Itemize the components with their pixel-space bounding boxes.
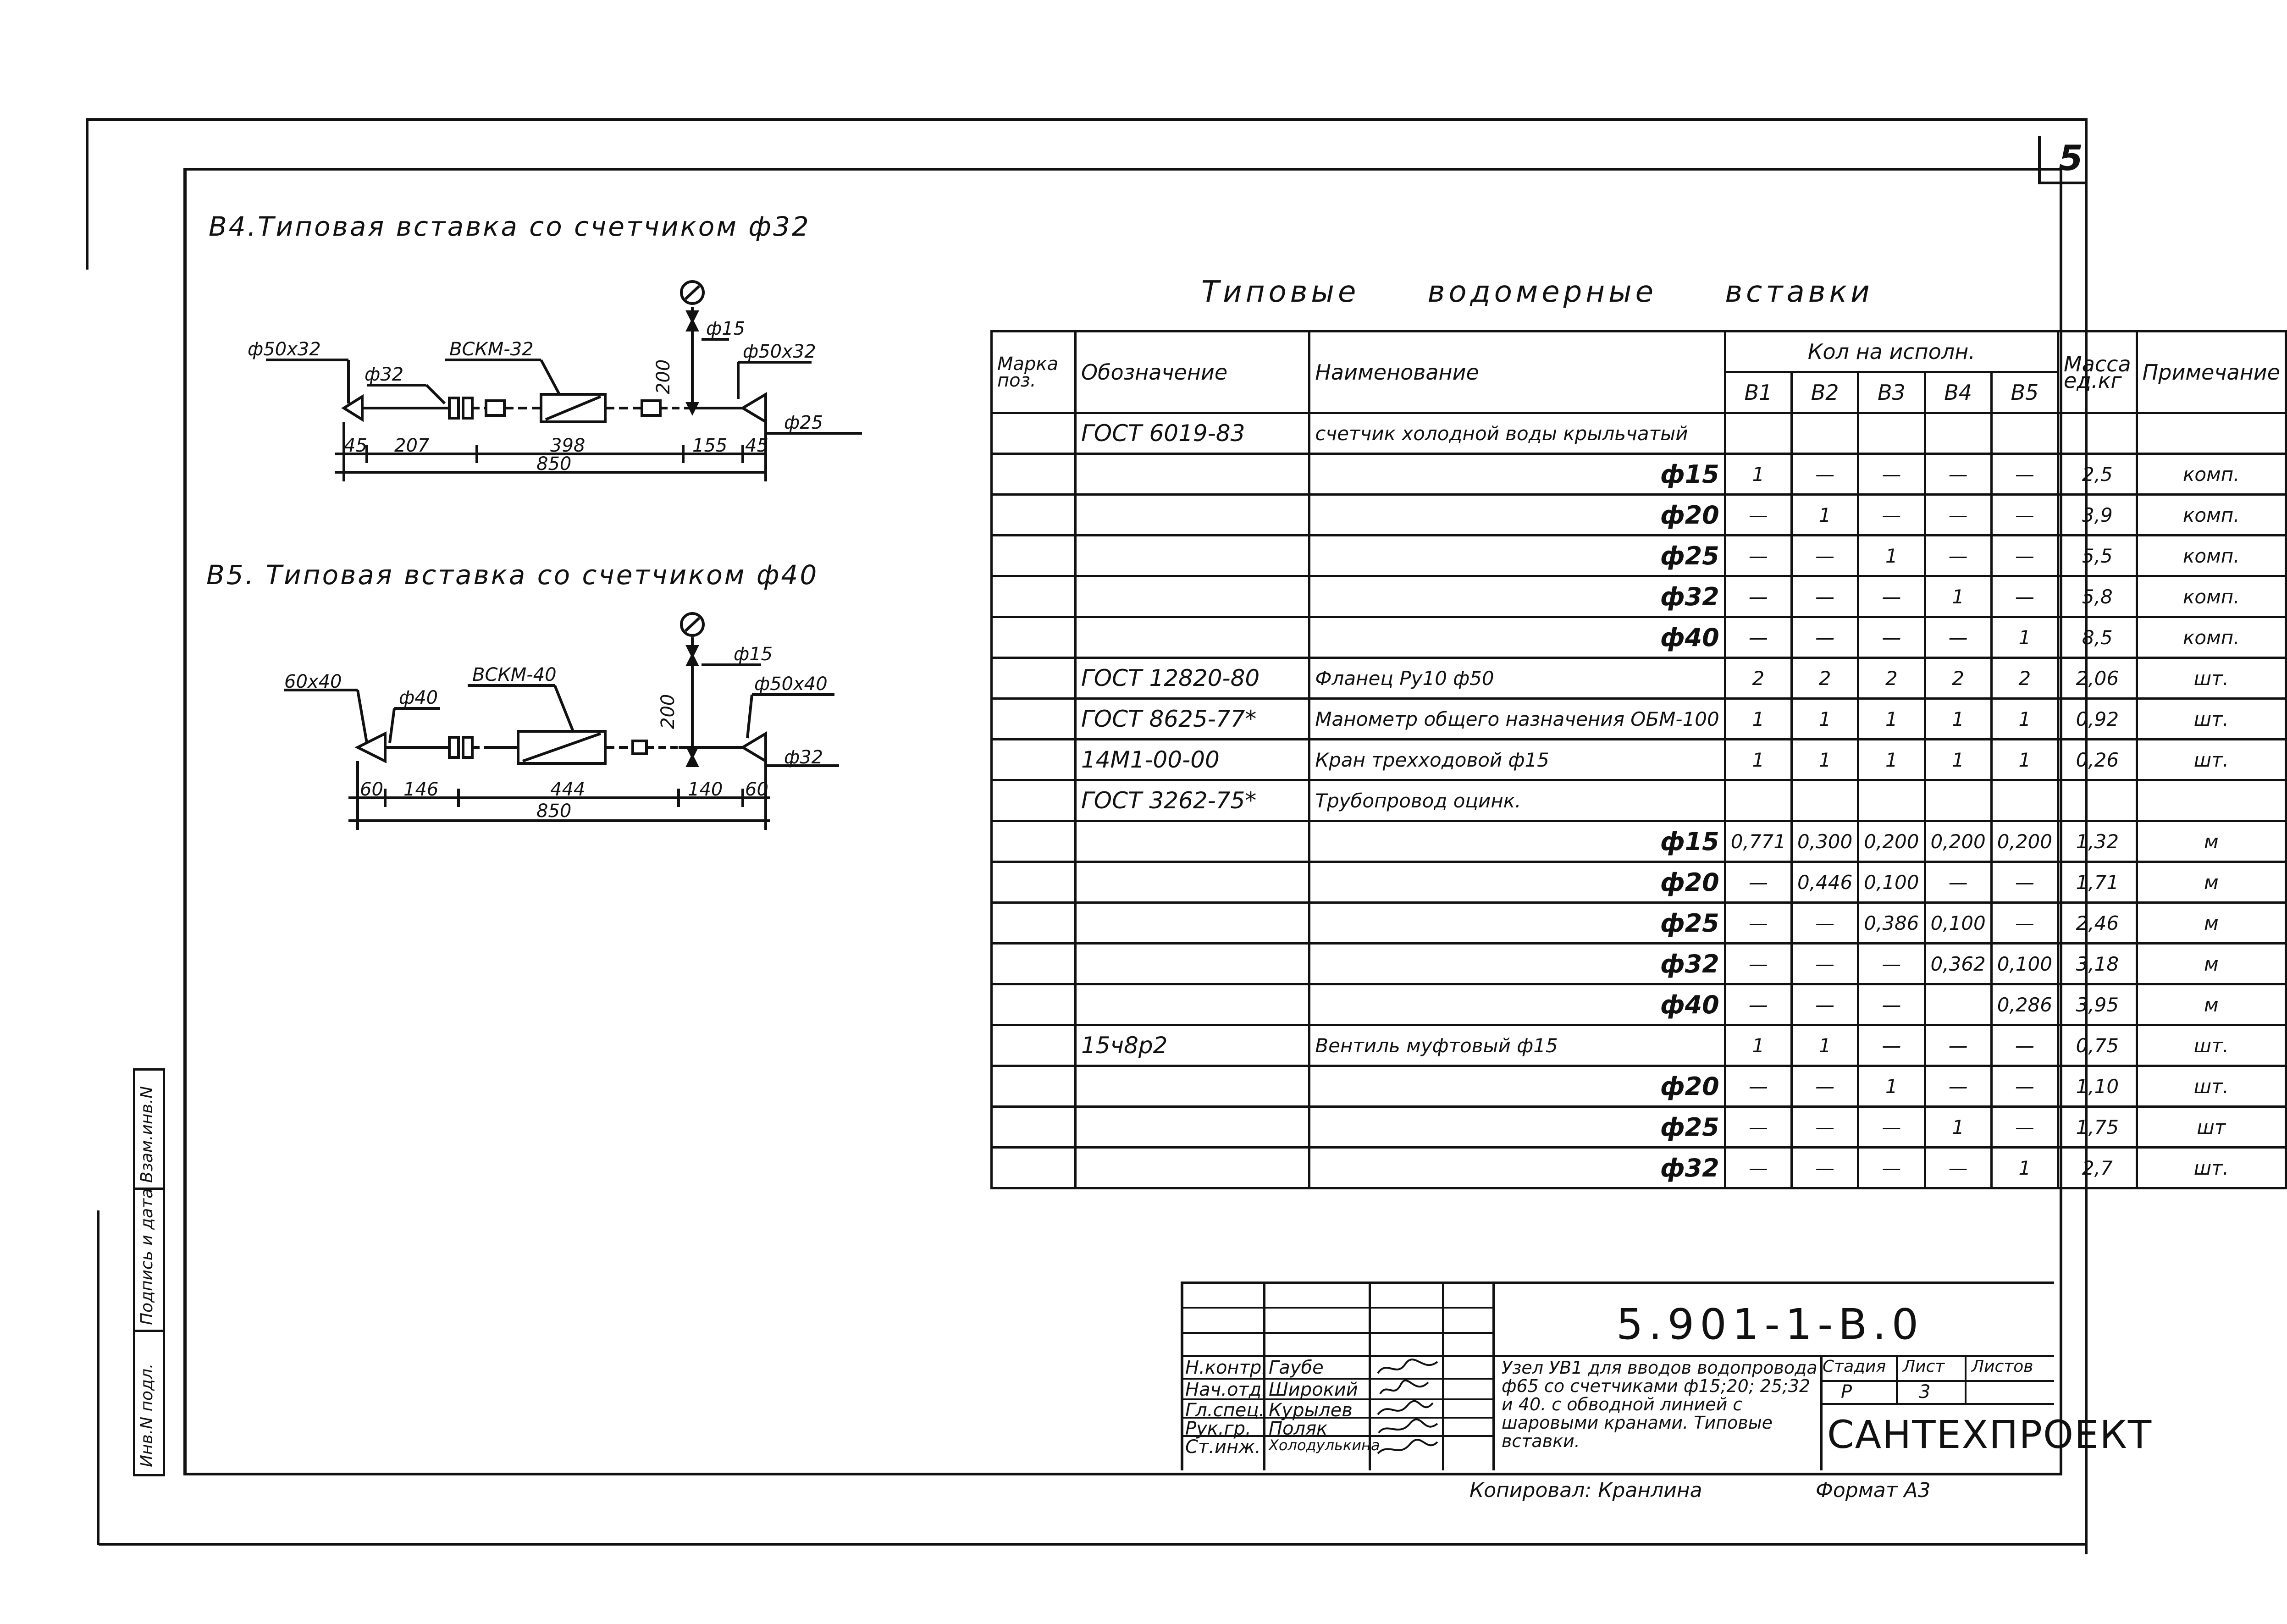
b4-label-height: 200 bbox=[653, 359, 674, 394]
role-4: Ст.инж. bbox=[1185, 1436, 1261, 1458]
cell-mass: 1,32 bbox=[2058, 821, 2137, 862]
b5-label-flange-left: 60х40 bbox=[284, 671, 342, 692]
cell-qty-b3: — bbox=[1858, 1025, 1925, 1066]
cell-unit: м bbox=[2137, 984, 2286, 1025]
cell-qty-b1: — bbox=[1725, 944, 1791, 984]
table-row bbox=[992, 1148, 2286, 1188]
cell-mass: 5,8 bbox=[2058, 576, 2137, 617]
cell-qty-b5: 0,100 bbox=[1991, 944, 2058, 984]
cell-qty-b2: — bbox=[1792, 1148, 1858, 1188]
cell-qty-b5: — bbox=[1991, 536, 2058, 576]
cell-unit: комп. bbox=[2137, 576, 2286, 617]
sheet-border-left-lower bbox=[97, 1210, 99, 1545]
header-variant-b1: В1 bbox=[1725, 372, 1791, 413]
table-header-row bbox=[992, 331, 2286, 372]
cell-unit: м bbox=[2137, 903, 2286, 944]
cell-designation bbox=[1075, 576, 1309, 617]
table-row bbox=[992, 576, 2286, 617]
cell-qty-b3: 1 bbox=[1858, 536, 1925, 576]
cell-qty-b5: — bbox=[1991, 1066, 2058, 1107]
cell-qty-b1: — bbox=[1725, 984, 1791, 1025]
cell-designation bbox=[1075, 821, 1309, 862]
b5-dim-3: 444 bbox=[550, 779, 586, 800]
cell-qty-b3: 1 bbox=[1858, 740, 1925, 780]
cell-mark bbox=[992, 454, 1076, 495]
cell-designation: ГОСТ 12820-80 bbox=[1075, 658, 1309, 699]
title-description: Узел УВ1 для вводов водопровода ф65 со счетчиками ф15;20; 25;32 и 40. с обводной линией с шаровыми кранами. Типовые вставки. bbox=[1502, 1358, 1817, 1451]
b5-label-outlet: ф32 bbox=[784, 747, 823, 768]
cell-designation bbox=[1075, 984, 1309, 1025]
cell-mass: 2,7 bbox=[2058, 1148, 2137, 1188]
cell-qty-b3: — bbox=[1858, 617, 1925, 658]
cell-qty-b3: — bbox=[1858, 984, 1925, 1025]
b4-label-meter: ВСКМ-32 bbox=[449, 339, 534, 360]
cell-name: ф40 bbox=[1309, 617, 1725, 658]
b5-dim-4: 140 bbox=[688, 779, 723, 800]
cell-qty-b1: 1 bbox=[1725, 1025, 1791, 1066]
cell-designation: ГОСТ 3262-75* bbox=[1075, 780, 1309, 821]
format-label: Формат А3 bbox=[1816, 1479, 1931, 1502]
cell-name: Кран трехходовой ф15 bbox=[1309, 740, 1725, 780]
cell-qty-b1: — bbox=[1725, 576, 1791, 617]
cell-mark bbox=[992, 658, 1076, 699]
table-row bbox=[992, 495, 2286, 536]
cell-qty-b3: 0,200 bbox=[1858, 821, 1925, 862]
cell-name: ф15 bbox=[1309, 454, 1725, 495]
cell-qty-b1: 1 bbox=[1725, 699, 1791, 740]
cell-qty-b5: 0,200 bbox=[1991, 821, 2058, 862]
cell-qty-b1: — bbox=[1725, 495, 1791, 536]
cell-unit: м bbox=[2137, 821, 2286, 862]
cell-name: ф32 bbox=[1309, 1148, 1725, 1188]
sheets-label: Листов bbox=[1972, 1357, 2033, 1376]
cell-mark bbox=[992, 1066, 1076, 1107]
cell-unit: шт. bbox=[2137, 740, 2286, 780]
cell-qty-b4 bbox=[1925, 984, 1991, 1025]
cell-qty-b4: — bbox=[1925, 536, 1991, 576]
cell-mark bbox=[992, 862, 1076, 903]
cell-unit bbox=[2137, 413, 2286, 454]
b5-dim-total: 850 bbox=[536, 801, 572, 822]
cell-mass: 3,18 bbox=[2058, 944, 2137, 984]
cell-qty-b4: — bbox=[1925, 1066, 1991, 1107]
cell-qty-b5 bbox=[1991, 413, 2058, 454]
header-variant-b2: В2 bbox=[1792, 372, 1858, 413]
name-4: Холодулькина bbox=[1269, 1436, 1380, 1454]
cell-unit: м bbox=[2137, 944, 2286, 984]
cell-unit: шт. bbox=[2137, 1025, 2286, 1066]
cell-qty-b5: — bbox=[1991, 495, 2058, 536]
cell-designation bbox=[1075, 617, 1309, 658]
b5-label-gauge-pipe: ф15 bbox=[734, 644, 773, 665]
cell-qty-b3: 2 bbox=[1858, 658, 1925, 699]
cell-mass bbox=[2058, 780, 2137, 821]
cell-qty-b2 bbox=[1792, 780, 1858, 821]
header-variant-b5: В5 bbox=[1991, 372, 2058, 413]
cell-mass: 0,75 bbox=[2058, 1025, 2137, 1066]
table-row bbox=[992, 780, 2286, 821]
cell-qty-b5 bbox=[1991, 780, 2058, 821]
cell-qty-b1 bbox=[1725, 413, 1791, 454]
cell-qty-b3: 1 bbox=[1858, 1066, 1925, 1107]
cell-mass: 8,5 bbox=[2058, 617, 2137, 658]
cell-unit: шт bbox=[2137, 1107, 2286, 1148]
cell-name: ф32 bbox=[1309, 944, 1725, 984]
cell-qty-b2: — bbox=[1792, 1066, 1858, 1107]
cell-mark bbox=[992, 536, 1076, 576]
cell-qty-b5: — bbox=[1991, 454, 2058, 495]
cell-qty-b1: — bbox=[1725, 536, 1791, 576]
header-variant-b3: В3 bbox=[1858, 372, 1925, 413]
cell-qty-b2: — bbox=[1792, 454, 1858, 495]
side-label-0: Инв.N подл. bbox=[138, 1363, 156, 1467]
table-row bbox=[992, 862, 2286, 903]
table-row bbox=[992, 454, 2286, 495]
header-name: Наименование bbox=[1309, 331, 1725, 413]
cell-designation bbox=[1075, 1148, 1309, 1188]
stage-label: Стадия bbox=[1823, 1357, 1886, 1376]
cell-mass bbox=[2058, 413, 2137, 454]
cell-qty-b4: 0,200 bbox=[1925, 821, 1991, 862]
b4-dim-2: 207 bbox=[394, 435, 430, 456]
cell-designation: ГОСТ 8625-77* bbox=[1075, 699, 1309, 740]
table-row bbox=[992, 821, 2286, 862]
cell-mark bbox=[992, 903, 1076, 944]
cell-qty-b2: — bbox=[1792, 536, 1858, 576]
table-title: Типовые водомерные вставки bbox=[1201, 275, 1873, 309]
company-name: САНТЕХПРОЕКТ bbox=[1827, 1412, 2153, 1457]
cell-qty-b1: 1 bbox=[1725, 454, 1791, 495]
role-2: Гл.спец. bbox=[1185, 1400, 1265, 1421]
cell-qty-b3: 0,100 bbox=[1858, 862, 1925, 903]
cell-mass: 0,92 bbox=[2058, 699, 2137, 740]
cell-qty-b2: 1 bbox=[1792, 740, 1858, 780]
cell-unit: комп. bbox=[2137, 495, 2286, 536]
cell-qty-b3: — bbox=[1858, 944, 1925, 984]
cell-qty-b2 bbox=[1792, 413, 1858, 454]
b4-dim-3: 398 bbox=[550, 435, 586, 456]
cell-qty-b2: — bbox=[1792, 984, 1858, 1025]
b4-label-flange-right: ф50х32 bbox=[743, 341, 816, 362]
cell-qty-b1: — bbox=[1725, 1107, 1791, 1148]
b5-label-flange-right: ф50х40 bbox=[754, 674, 828, 695]
name-2: Курылев bbox=[1269, 1400, 1353, 1421]
side-label-2: Взам.инв.N bbox=[138, 1086, 156, 1183]
b5-label-height: 200 bbox=[657, 694, 679, 729]
cell-qty-b3: — bbox=[1858, 495, 1925, 536]
cell-qty-b2: 0,446 bbox=[1792, 862, 1858, 903]
cell-qty-b1: — bbox=[1725, 862, 1791, 903]
page-number: 5 bbox=[2059, 138, 2083, 178]
sheet-border-top bbox=[87, 118, 2086, 121]
cell-designation bbox=[1075, 454, 1309, 495]
cell-designation: 15ч8р2 bbox=[1075, 1025, 1309, 1066]
table-row bbox=[992, 903, 2286, 944]
table-row bbox=[992, 699, 2286, 740]
cell-name: Фланец Ру10 ф50 bbox=[1309, 658, 1725, 699]
cell-mark bbox=[992, 1025, 1076, 1066]
b5-dim-5: 60 bbox=[745, 779, 768, 800]
cell-designation: 14М1-00-00 bbox=[1075, 740, 1309, 780]
cell-qty-b5: — bbox=[1991, 1025, 2058, 1066]
cell-qty-b1 bbox=[1725, 780, 1791, 821]
header-variant-b4: В4 bbox=[1925, 372, 1991, 413]
b4-dim-5: 45 bbox=[745, 435, 768, 456]
cell-name: ф20 bbox=[1309, 495, 1725, 536]
b5-title: В5. Типовая вставка со счетчиком ф40 bbox=[206, 559, 819, 591]
cell-qty-b4: 1 bbox=[1925, 699, 1991, 740]
cell-mark bbox=[992, 944, 1076, 984]
cell-qty-b5: 1 bbox=[1991, 699, 2058, 740]
cell-name: счетчик холодной воды крыльчатый bbox=[1309, 413, 1725, 454]
cell-designation bbox=[1075, 1066, 1309, 1107]
b4-dim-1: 45 bbox=[344, 435, 367, 456]
doc-code: 5.901-1-В.0 bbox=[1616, 1300, 1924, 1349]
cell-mark bbox=[992, 984, 1076, 1025]
cell-unit: шт. bbox=[2137, 658, 2286, 699]
cell-mark bbox=[992, 1107, 1076, 1148]
cell-qty-b1: 1 bbox=[1725, 740, 1791, 780]
cell-unit: м bbox=[2137, 862, 2286, 903]
cell-unit bbox=[2137, 780, 2286, 821]
b4-label-flange-left: ф50х32 bbox=[248, 339, 321, 360]
header-note: Примечание bbox=[2137, 331, 2286, 413]
sheet-label: Лист bbox=[1903, 1357, 1945, 1376]
cell-name: ф25 bbox=[1309, 536, 1725, 576]
name-3: Поляк bbox=[1269, 1418, 1328, 1439]
table-row bbox=[992, 1107, 2286, 1148]
cell-unit: комп. bbox=[2137, 536, 2286, 576]
cell-mass: 1,71 bbox=[2058, 862, 2137, 903]
cell-mass: 3,9 bbox=[2058, 495, 2137, 536]
cell-name: Вентиль муфтовый ф15 bbox=[1309, 1025, 1725, 1066]
cell-unit: комп. bbox=[2137, 617, 2286, 658]
cell-qty-b4 bbox=[1925, 413, 1991, 454]
cell-qty-b5: 1 bbox=[1991, 740, 2058, 780]
cell-name: ф25 bbox=[1309, 1107, 1725, 1148]
b4-dim-total: 850 bbox=[536, 453, 572, 475]
table-row bbox=[992, 984, 2286, 1025]
cell-qty-b1: — bbox=[1725, 1066, 1791, 1107]
cell-qty-b5: 0,286 bbox=[1991, 984, 2058, 1025]
cell-name: ф15 bbox=[1309, 821, 1725, 862]
b5-dim-1: 60 bbox=[360, 779, 383, 800]
cell-designation bbox=[1075, 903, 1309, 944]
cell-qty-b4 bbox=[1925, 780, 1991, 821]
cell-qty-b4: — bbox=[1925, 1148, 1991, 1188]
cell-mass: 3,95 bbox=[2058, 984, 2137, 1025]
table-row bbox=[992, 740, 2286, 780]
b4-label-pipe: ф32 bbox=[365, 364, 404, 385]
cell-mark bbox=[992, 495, 1076, 536]
cell-qty-b3: 1 bbox=[1858, 699, 1925, 740]
cell-mass: 0,26 bbox=[2058, 740, 2137, 780]
sheet-value: 3 bbox=[1919, 1381, 1931, 1403]
table-row bbox=[992, 536, 2286, 576]
cell-qty-b4: 1 bbox=[1925, 740, 1991, 780]
cell-qty-b4: 1 bbox=[1925, 1107, 1991, 1148]
table-row bbox=[992, 413, 2286, 454]
cell-designation: ГОСТ 6019-83 bbox=[1075, 413, 1309, 454]
cell-mark bbox=[992, 780, 1076, 821]
cell-mark bbox=[992, 617, 1076, 658]
cell-qty-b2: 0,300 bbox=[1792, 821, 1858, 862]
cell-name: ф25 bbox=[1309, 903, 1725, 944]
cell-designation bbox=[1075, 1107, 1309, 1148]
role-1: Нач.отд. bbox=[1185, 1379, 1268, 1400]
b4-flange-right bbox=[743, 394, 766, 422]
b4-dim-4: 155 bbox=[692, 435, 728, 456]
role-0: Н.контр. bbox=[1185, 1357, 1267, 1378]
cell-qty-b5: 1 bbox=[1991, 617, 2058, 658]
cell-qty-b2: — bbox=[1792, 1107, 1858, 1148]
header-mark: Марка поз. bbox=[992, 331, 1076, 413]
cell-unit: шт. bbox=[2137, 1148, 2286, 1188]
name-0: Гаубе bbox=[1269, 1357, 1324, 1378]
header-qty: Кол на исполн. bbox=[1725, 331, 2058, 372]
cell-qty-b1: — bbox=[1725, 1148, 1791, 1188]
cell-mass: 5,5 bbox=[2058, 536, 2137, 576]
cell-name: Трубопровод оцинк. bbox=[1309, 780, 1725, 821]
cell-mark bbox=[992, 821, 1076, 862]
b4-schematic bbox=[229, 271, 871, 509]
title-block bbox=[1181, 1282, 2153, 1470]
cell-qty-b2: 1 bbox=[1792, 495, 1858, 536]
cell-qty-b3: — bbox=[1858, 1148, 1925, 1188]
cell-qty-b4: 0,100 bbox=[1925, 903, 1991, 944]
cell-qty-b5: — bbox=[1991, 1107, 2058, 1148]
cell-qty-b2: — bbox=[1792, 944, 1858, 984]
cell-unit: шт. bbox=[2137, 699, 2286, 740]
table-row bbox=[992, 944, 2286, 984]
b4-label-gauge-pipe: ф15 bbox=[706, 318, 746, 339]
cell-qty-b2: — bbox=[1792, 903, 1858, 944]
cell-unit: шт. bbox=[2137, 1066, 2286, 1107]
cell-qty-b5: — bbox=[1991, 862, 2058, 903]
header-designation: Обозначение bbox=[1075, 331, 1309, 413]
cell-qty-b2: 2 bbox=[1792, 658, 1858, 699]
cell-mark bbox=[992, 699, 1076, 740]
cell-qty-b4: — bbox=[1925, 617, 1991, 658]
cell-qty-b3 bbox=[1858, 780, 1925, 821]
cell-designation bbox=[1075, 862, 1309, 903]
cell-qty-b4: 0,362 bbox=[1925, 944, 1991, 984]
cell-qty-b3: — bbox=[1858, 454, 1925, 495]
cell-qty-b5: — bbox=[1991, 903, 2058, 944]
cell-name: ф32 bbox=[1309, 576, 1725, 617]
b5-label-meter: ВСКМ-40 bbox=[472, 664, 557, 685]
spec-table bbox=[990, 330, 2287, 1189]
table-row bbox=[992, 1066, 2286, 1107]
cell-name: ф20 bbox=[1309, 1066, 1725, 1107]
cell-qty-b4: 2 bbox=[1925, 658, 1991, 699]
cell-qty-b2: — bbox=[1792, 576, 1858, 617]
cell-qty-b1: — bbox=[1725, 617, 1791, 658]
cell-mass: 1,10 bbox=[2058, 1066, 2137, 1107]
cell-mark bbox=[992, 576, 1076, 617]
cell-designation bbox=[1075, 495, 1309, 536]
b4-label-outlet: ф25 bbox=[784, 412, 823, 433]
cell-mass: 2,5 bbox=[2058, 454, 2137, 495]
cell-qty-b3: 0,386 bbox=[1858, 903, 1925, 944]
side-label-1: Подпись и дата bbox=[138, 1188, 156, 1325]
cell-mass: 1,75 bbox=[2058, 1107, 2137, 1148]
table-row bbox=[992, 617, 2286, 658]
cell-mark bbox=[992, 413, 1076, 454]
b5-schematic bbox=[275, 605, 917, 844]
cell-qty-b2: 1 bbox=[1792, 1025, 1858, 1066]
cell-qty-b5: 1 bbox=[1991, 1148, 2058, 1188]
cell-mark bbox=[992, 740, 1076, 780]
cell-designation bbox=[1075, 536, 1309, 576]
copied-by: Копировал: Кранлина bbox=[1469, 1479, 1702, 1502]
cell-mass: 2,46 bbox=[2058, 903, 2137, 944]
cell-qty-b4: — bbox=[1925, 454, 1991, 495]
cell-qty-b1: 0,771 bbox=[1725, 821, 1791, 862]
cell-name: ф40 bbox=[1309, 984, 1725, 1025]
cell-qty-b3: — bbox=[1858, 1107, 1925, 1148]
name-1: Широкий bbox=[1269, 1379, 1358, 1400]
b5-label-pipe: ф40 bbox=[399, 687, 438, 708]
b5-flange-left bbox=[358, 734, 385, 761]
cell-mark bbox=[992, 1148, 1076, 1188]
b4-title: В4.Типовая вставка со счетчиком ф32 bbox=[209, 211, 811, 242]
cell-qty-b1: 2 bbox=[1725, 658, 1791, 699]
cell-qty-b3: — bbox=[1858, 576, 1925, 617]
table-row bbox=[992, 658, 2286, 699]
cell-qty-b2: 1 bbox=[1792, 699, 1858, 740]
sheet-border-bottom bbox=[99, 1543, 2088, 1546]
cell-qty-b5: — bbox=[1991, 576, 2058, 617]
cell-qty-b4: 1 bbox=[1925, 576, 1991, 617]
cell-qty-b5: 2 bbox=[1991, 658, 2058, 699]
cell-qty-b4: — bbox=[1925, 862, 1991, 903]
stage-value: Р bbox=[1841, 1381, 1852, 1403]
cell-name: Манометр общего назначения ОБМ-100 bbox=[1309, 699, 1725, 740]
b4-flange-left bbox=[344, 397, 362, 420]
cell-mass: 2,06 bbox=[2058, 658, 2137, 699]
header-mass: Масса ед.кг bbox=[2058, 331, 2137, 413]
cell-designation bbox=[1075, 944, 1309, 984]
signatures bbox=[1373, 1355, 1442, 1469]
table-row bbox=[992, 1025, 2286, 1066]
cell-qty-b1: — bbox=[1725, 903, 1791, 944]
cell-qty-b3 bbox=[1858, 413, 1925, 454]
cell-name: ф20 bbox=[1309, 862, 1725, 903]
cell-unit: комп. bbox=[2137, 454, 2286, 495]
sheet-border-left bbox=[86, 118, 88, 270]
cell-qty-b4: — bbox=[1925, 495, 1991, 536]
cell-qty-b4: — bbox=[1925, 1025, 1991, 1066]
b5-dim-2: 146 bbox=[403, 779, 439, 800]
role-3: Рук.гр. bbox=[1185, 1418, 1251, 1439]
cell-qty-b2: — bbox=[1792, 617, 1858, 658]
